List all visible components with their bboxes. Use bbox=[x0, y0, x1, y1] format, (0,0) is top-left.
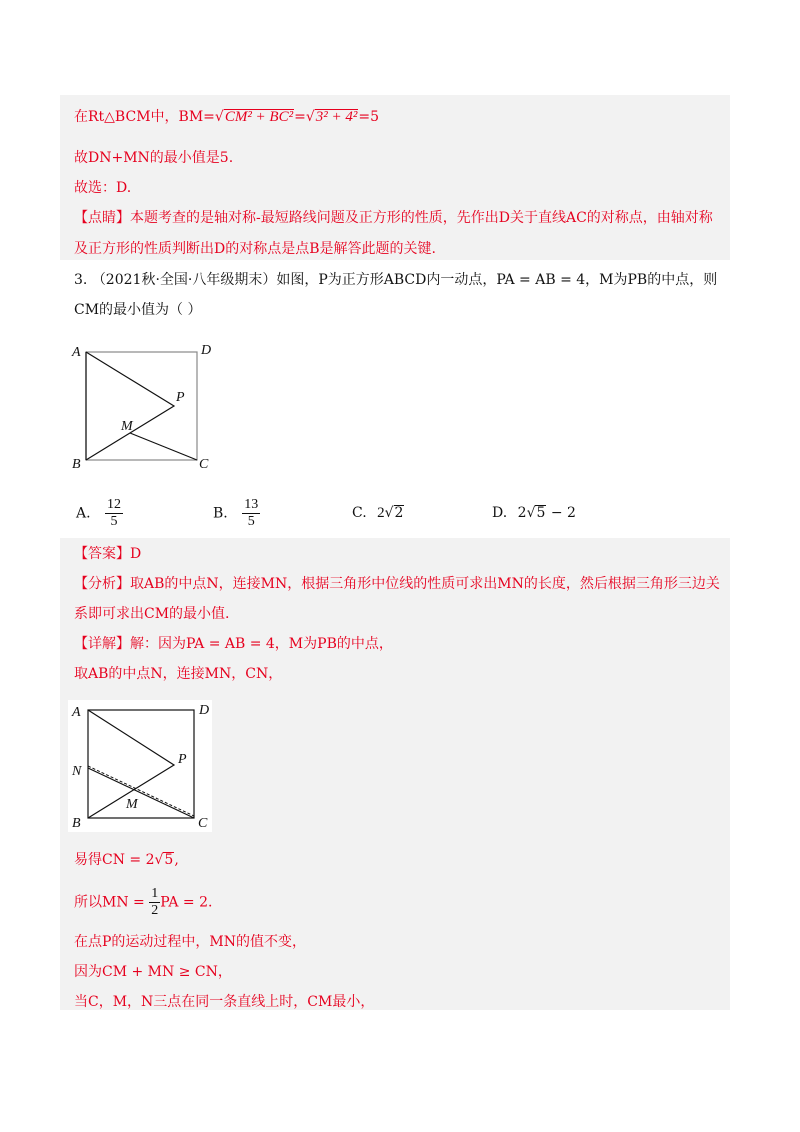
label-b-2: B bbox=[72, 816, 81, 831]
question-line-1 bbox=[74, 270, 717, 290]
question-line-2: CM的最小值为（ ） bbox=[74, 302, 202, 318]
answer-tag: 【答案】 bbox=[74, 546, 130, 562]
square-abcd bbox=[86, 352, 197, 460]
square-figure-2 bbox=[68, 700, 212, 832]
label-b: B bbox=[72, 457, 81, 472]
bm-formula-line: 在Rt△BCM中，BM=√CM² + BC²=√3² + 4²=5 bbox=[74, 109, 380, 125]
segment-mc bbox=[130, 433, 197, 460]
answer-value: D bbox=[130, 546, 142, 562]
label-c: C bbox=[199, 457, 209, 472]
option-b[interactable]: B. $\frac{13}{5}$ bbox=[213, 497, 259, 529]
option-a-fraction: $\frac{12}{5}$ bbox=[107, 497, 122, 529]
detail-line-1: 【详解】解：因为PA = AB = 4，M为PB的中点， bbox=[74, 636, 393, 652]
label-d-2: D bbox=[199, 703, 210, 718]
question-source: （2021秋·全国·八年级期末） bbox=[91, 272, 277, 288]
square-figure-1 bbox=[68, 338, 220, 474]
label-p: P bbox=[176, 390, 185, 405]
label-d: D bbox=[201, 343, 212, 358]
label-a-2: A bbox=[72, 705, 81, 720]
question-stem: 如图，P为正方形ABCD内一动点，PA = AB = 4，M为PB的中点，则 bbox=[276, 272, 718, 288]
option-d[interactable]: D. 2√5 − 2 bbox=[492, 505, 576, 521]
solution-invariant-line: 在点P的运动过程中，MN的值不变， bbox=[74, 934, 307, 950]
detail-line-2: 取AB的中点N，连接MN，CN， bbox=[74, 666, 283, 682]
analysis-line-2: 系即可求出CM的最小值. bbox=[74, 606, 230, 622]
answer-line bbox=[74, 544, 141, 564]
analysis-tag: 【分析】 bbox=[74, 576, 130, 592]
label-a: A bbox=[72, 345, 81, 360]
half-fraction: $\frac{1}{2}$ bbox=[151, 886, 159, 918]
option-c[interactable]: C. 2√2 bbox=[352, 505, 404, 521]
min-value-line: 故DN+MN的最小值是5. bbox=[74, 150, 234, 166]
segment-nm-mc bbox=[88, 768, 194, 818]
detail-tag: 【详解】 bbox=[74, 636, 130, 652]
label-m: M bbox=[121, 419, 133, 434]
label-m-2: M bbox=[126, 797, 138, 812]
choice-line: 故选：D. bbox=[74, 180, 132, 196]
comment-tag: 【点睛】 bbox=[74, 210, 130, 226]
comment-line-1: 【点睛】本题考查的是轴对称-最短路线问题及正方形的性质，先作出D关于直线AC的对称点，由轴对称 bbox=[74, 210, 713, 226]
analysis-line-1: 【分析】取AB的中点N，连接MN，根据三角形中位线的性质可求出MN的长度，然后根据三角形三边关 bbox=[74, 576, 720, 592]
option-a[interactable]: A. $\frac{12}{5}$ bbox=[76, 497, 122, 529]
label-n-2: N bbox=[72, 764, 82, 779]
solution-inequality-line: 因为CM + MN ≥ CN， bbox=[74, 964, 232, 980]
solution-collinear-line: 当C，M，N三点在同一条直线上时，CM最小， bbox=[74, 994, 375, 1010]
label-p-2: P bbox=[178, 752, 187, 767]
solution-mn-line: 所以MN = $\frac{1}{2}$ PA = 2. bbox=[74, 886, 213, 918]
comment-line-2: 及正方形的性质判断出D的对称点是点B是解答此题的关键. bbox=[74, 241, 436, 257]
radical-cm-bc: CM² + BC² bbox=[224, 109, 294, 125]
label-c-2: C bbox=[198, 816, 208, 831]
radical-3-4: 3² + 4² bbox=[315, 109, 358, 125]
question-number: 3. bbox=[74, 272, 88, 288]
option-b-fraction: $\frac{13}{5}$ bbox=[244, 497, 259, 529]
segments-ap-pb bbox=[86, 352, 174, 460]
solution-cn-line: 易得CN = 2√5, bbox=[74, 852, 179, 868]
